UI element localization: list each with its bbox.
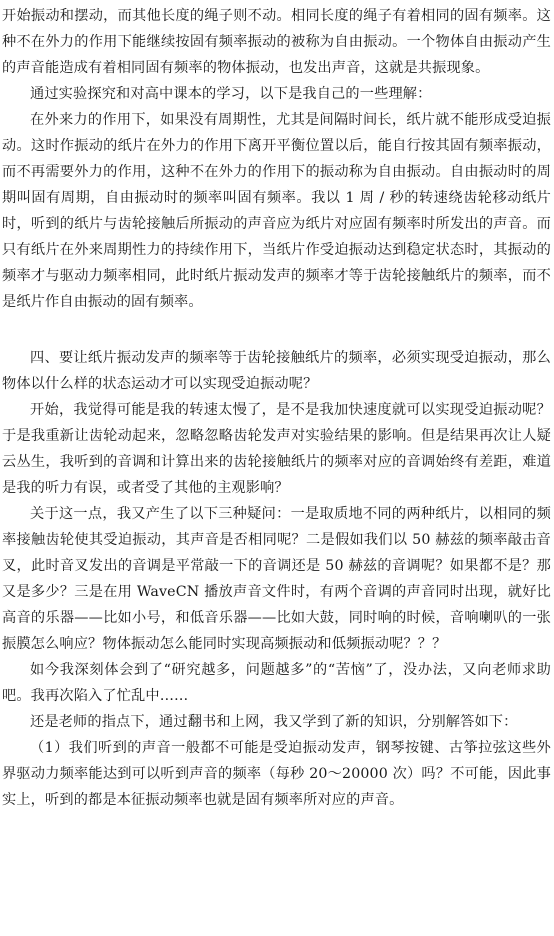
paragraph-section-four: 四、要让纸片振动发声的频率等于齿轮接触纸片的频率，必须实现受迫振动，那么物体以什么样的状态运动才可以实现受迫振动呢？ [2,350,551,392]
paragraph-speed-hypothesis: 开始，我觉得可能是我的转速太慢了，是不是我加快速度就可以实现受迫振动呢？于是我重新让齿轮动起来，忽略忽略齿轮发声对实验结果的影响。但是结果再次让人疑云丛生，我听到的音调和计算出来的齿轮接触纸片的频率对应的音调始终有差距，难道是我的听力有误，或者受了其他的主观影响？ [2,402,551,496]
paragraph-reflection: 如今我深刻体会到了“研究越多，问题越多”的“苦恼”了，没办法，又向老师求助吧。我再次陷入了忙乱中…… [2,662,551,704]
paragraph-resonance-continued: 开始振动和摆动，而其他长度的绳子则不动。相同长度的绳子有着相同的固有频率。这种不在外力的作用下能继续按固有频率振动的被称为自由振动。一个物体自由振动产生的声音能造成有着相同固有频率的物体振动，也发出声音，这就是共振现象。 [2,8,551,76]
paragraph-understanding-intro: 通过实验探究和对高中课本的学习，以下是我自己的一些理解： [30,86,432,102]
paragraph-three-questions: 关于这一点，我又产生了以下三种疑问：一是取质地不同的两种纸片，以相同的频率接触齿轮使其受迫振动，其声音是否相同呢？二是假如我们以 50 赫兹的频率敲击音叉，此时音叉发出的音调是平常敲一下的音调还是 50 赫兹的音调呢？如果都不是？那又是多少？三是在用 WaveCN 播放声音文件时，有两个音调的声音同时出现，就好比高音的乐器——比如小号，和低音乐器——比如大鼓，同时响的时候，音响喇叭的一张振膜怎么响应？物体振动怎么能同时实现高频振动和低频振动呢？？？ [2,506,551,652]
paragraph-answer-one: （1）我们听到的声音一般都不可能是受迫振动发声，钢琴按键、古筝拉弦这些外界驱动力频率能达到可以听到声音的频率（每秒 20～20000 次）吗？不可能，因此事实上，听到的都是本征振动频率也就是固有频率所对应的声音。 [2,740,551,808]
paragraph-teacher-guidance: 还是老师的指点下，通过翻书和上网，我又学到了新的知识，分别解答如下： [30,714,518,730]
paragraph-free-vibration: 在外来力的作用下，如果没有周期性，尤其是间隔时间长，纸片就不能形成受迫振动。这时作振动的纸片在外力的作用下离开平衡位置以后，能自行按其固有频率振动，而不再需要外力的作用，这种不在外力的作用下的振动称为自由振动。自由振动时的周期叫固有周期，自由振动时的频率叫固有频率。我以 1 周 / 秒的转速绕齿轮移动纸片时，听到的纸片与齿轮接触后所振动的声音应为纸片对应固有频率时所发出的声音。而只有纸片在外来周期性力的持续作用下，当纸片作受迫振动达到稳定状态时，其振动的频率才与驱动力频率相同，此时纸片振动发声的频率才等于齿轮接触纸片的频率，而不是纸片作自由振动的固有频率。 [2,112,551,310]
